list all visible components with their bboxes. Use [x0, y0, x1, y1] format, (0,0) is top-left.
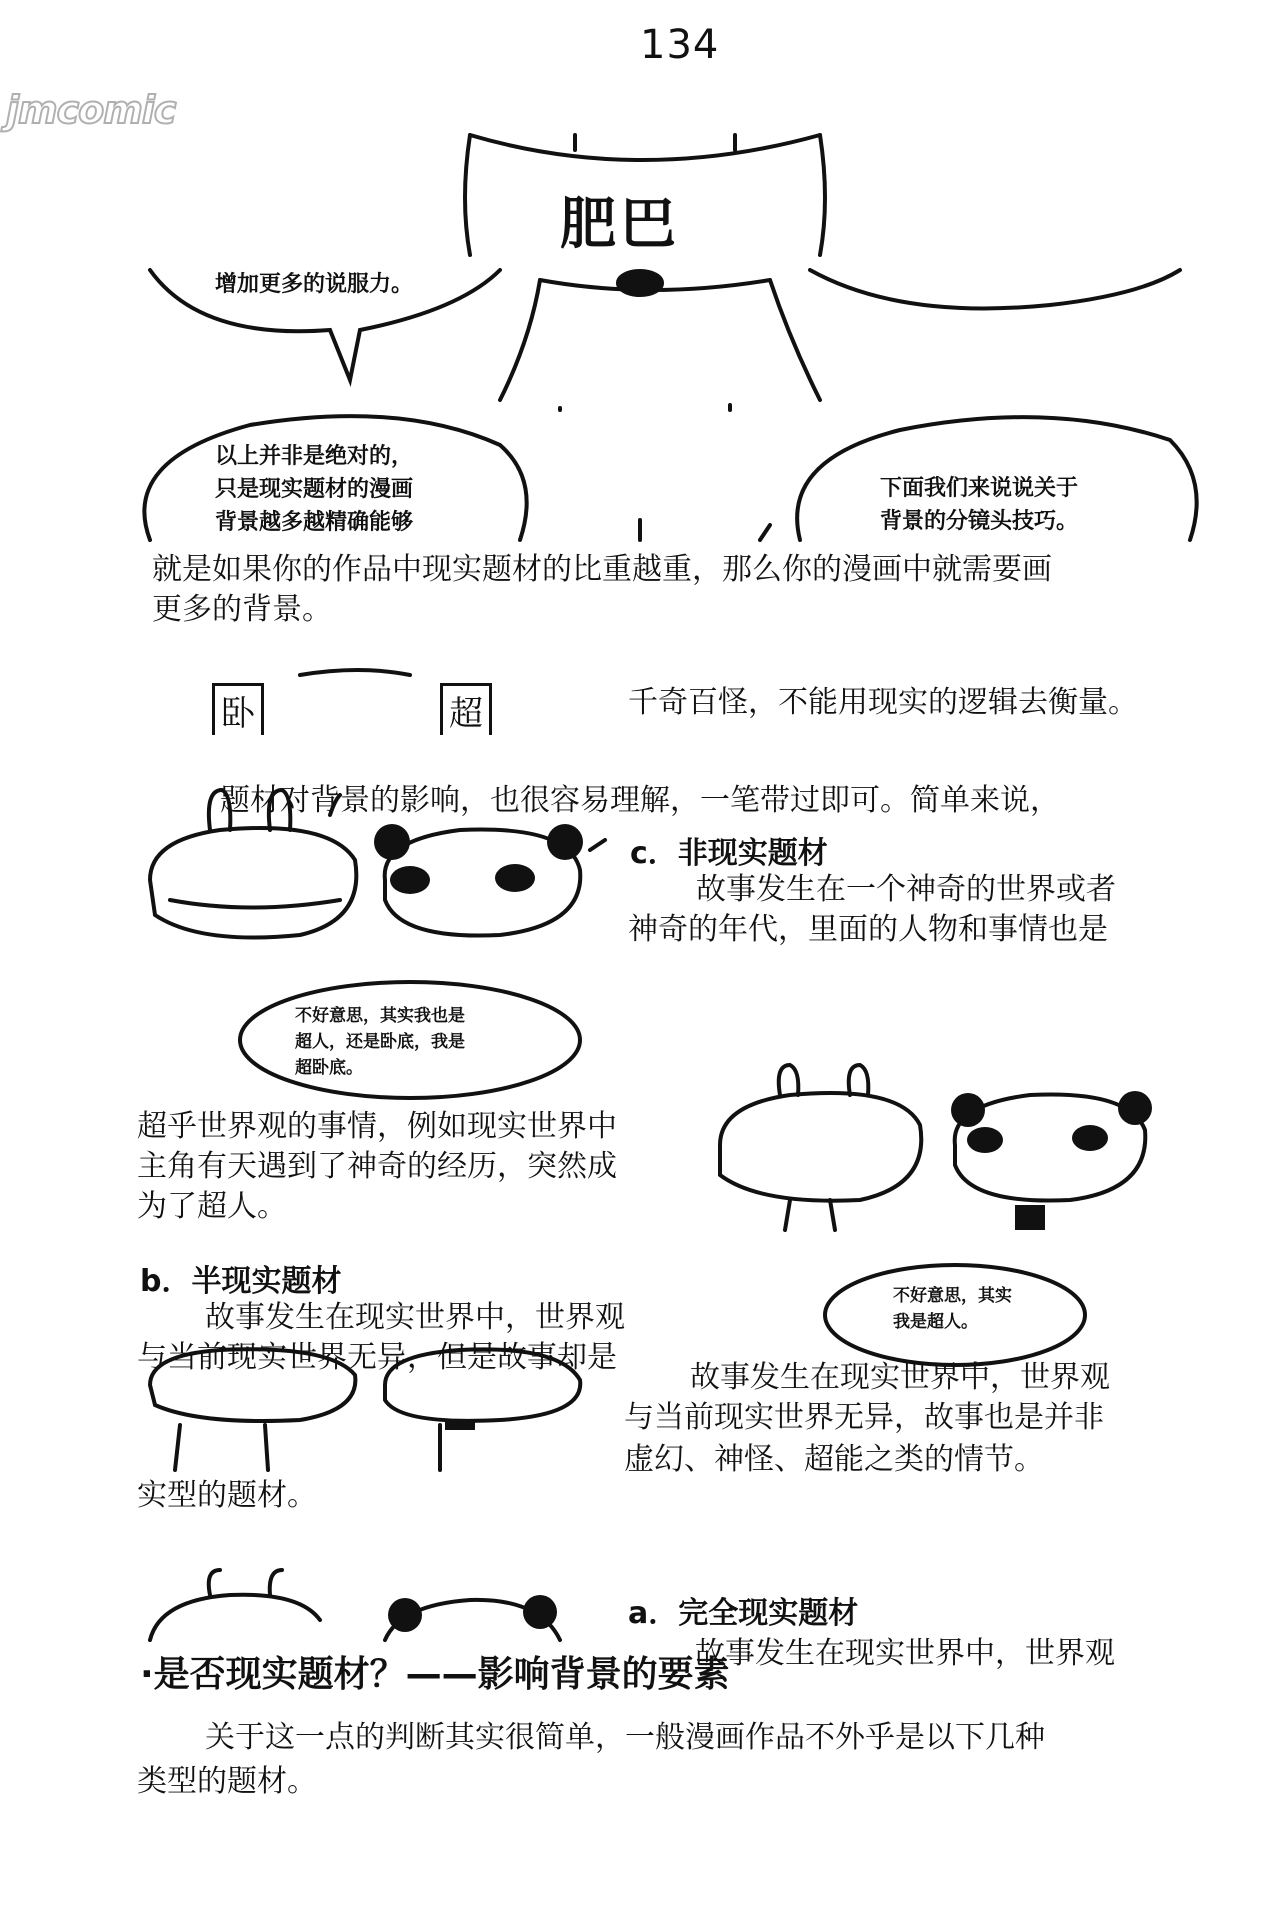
- section-a-partial: 故事发生在现实世界中，世界观: [695, 1636, 1115, 1671]
- fragment-realistic-cut: [137, 1478, 337, 1514]
- fragment-realistic: 实型的题材。: [137, 1478, 317, 1513]
- bubble-line: 超卧底。: [295, 1058, 363, 1078]
- bubble-right-outline: [810, 270, 1180, 308]
- bubble-lower-right-line: 背景的分镜头技巧。: [880, 509, 1079, 534]
- section-c-line: 神奇的年代，里面的人物和事情也是: [628, 912, 1108, 947]
- bubble-lower-left: [215, 440, 495, 540]
- section-b-continued-line: 主角有天遇到了神奇的经历，突然成: [137, 1149, 617, 1184]
- section-c-line: 故事发生在一个神奇的世界或者: [696, 872, 1116, 907]
- bubble-line: 不好意思，其实: [893, 1286, 1012, 1306]
- section-b-continued-line: 超乎世界观的事情，例如现实世界中: [137, 1109, 617, 1144]
- section-title-line: 关于这一点的判断其实很简单，一般漫画作品不外乎是以下几种: [205, 1720, 1045, 1755]
- strip-fragment-text: 千奇百怪，不能用现实的逻辑去衡量。: [628, 685, 1138, 720]
- bubble-lower-right: [880, 472, 1078, 538]
- section-a-continued-line: 故事发生在现实世界中，世界观: [690, 1360, 1110, 1395]
- bubble-line: 不好意思，其实我也是: [295, 1006, 465, 1026]
- bubble-superman-full: [295, 1003, 465, 1081]
- paragraph-line: 就是如果你的作品中现实题材的比重越重，那么你的漫画中就需要画: [152, 552, 1052, 587]
- section-title-line: 类型的题材。: [137, 1764, 317, 1799]
- paragraph-line: 更多的背景。: [152, 592, 332, 627]
- section-b-continued: [137, 1107, 617, 1227]
- paragraph-summary: [152, 550, 1052, 630]
- section-b-line: 故事发生在现实世界中，世界观: [205, 1300, 625, 1335]
- section-b-line-cut: [137, 1338, 697, 1375]
- section-b-heading: b．半现实题材: [140, 1264, 342, 1299]
- sign-text: 肥巴: [560, 192, 680, 257]
- bubble-line: 超人，还是卧底，我是: [295, 1032, 465, 1052]
- bubble-lower-left-line: 只是现实题材的漫画: [215, 477, 414, 502]
- bubble-lower-right-line: 下面我们来说说关于: [880, 476, 1079, 501]
- section-a-heading: a．完全现实题材: [628, 1596, 859, 1631]
- section-b-line: 与当前现实世界无异，但是故事却是: [137, 1340, 617, 1375]
- sign-right: 超: [440, 683, 492, 735]
- section-title: ·是否现实题材？——影响背景的要素: [140, 1654, 730, 1695]
- section-a-partial-cut: [695, 1634, 1195, 1671]
- bubble-superman-short: [893, 1283, 1012, 1335]
- section-c-heading: c．非现实题材: [630, 836, 828, 871]
- bunny-head-2: [720, 1093, 921, 1201]
- bubble-lower-left-line: 以上并非是绝对的，: [215, 444, 414, 469]
- page-number: 134: [640, 22, 720, 68]
- top-character-outline: [470, 135, 820, 160]
- section-title-line-cut: [137, 1762, 337, 1799]
- bubble-left-text: 增加更多的说服力。: [215, 272, 414, 297]
- section-a-continued-cut: [690, 1360, 1190, 1398]
- section-b-continued-line: 为了超人。: [137, 1189, 287, 1224]
- watermark-logo: jmcomic: [6, 88, 176, 132]
- paragraph-influence: 题材对背景的影响，也很容易理解，一笔带过即可。简单来说，: [220, 783, 1060, 818]
- sign-left: 卧: [212, 683, 264, 735]
- section-a-continued-line: 与当前现实世界无异，故事也是并非: [624, 1400, 1104, 1435]
- bubble-line: 我是超人。: [893, 1312, 978, 1332]
- section-a-continued-line: 虚幻、神怪、超能之类的情节。: [624, 1442, 1044, 1477]
- bubble-lower-left-line: 背景越多越精确能够: [215, 510, 414, 535]
- bunny-head-4: [150, 1595, 320, 1640]
- bunny-head-1: [150, 828, 356, 938]
